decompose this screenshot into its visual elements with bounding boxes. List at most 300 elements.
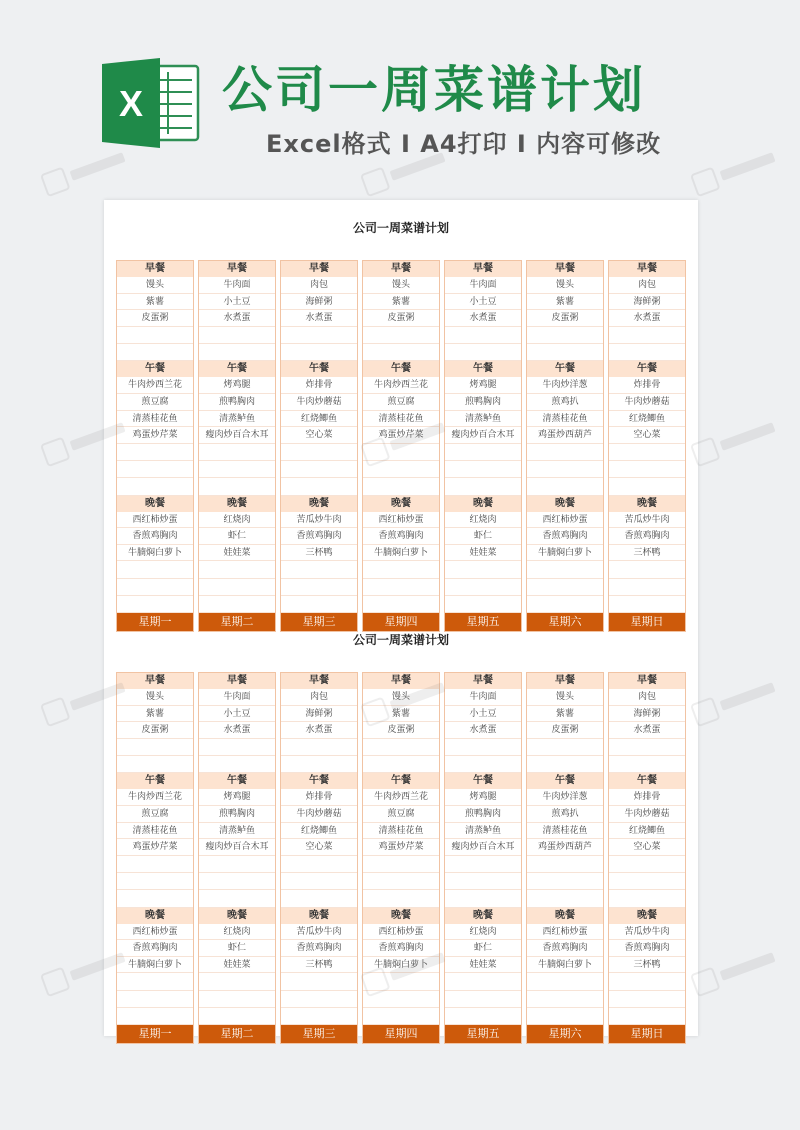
watermark-mark [686,406,784,474]
menu-block-2 [104,630,698,1040]
empty-row [117,856,193,873]
empty-row [609,561,685,578]
empty-rows [527,973,603,1025]
breakfast-header: 早餐 [445,261,521,277]
breakfast-header: 早餐 [281,261,357,277]
dish-item: 小土豆 [199,706,275,723]
dish-item: 紫薯 [363,706,439,723]
lunch-header: 午餐 [445,361,521,377]
dish-item: 西红柿炒蛋 [363,512,439,529]
dish-item: 瘦肉炒百合木耳 [445,427,521,444]
empty-rows [281,561,357,613]
dish-item: 清蒸鲈鱼 [445,411,521,428]
lunch-section [199,361,275,495]
dish-item: 烤鸡腿 [199,789,275,806]
empty-rows [609,444,685,496]
dish-item: 紫薯 [363,294,439,311]
empty-row [609,991,685,1008]
dish-item: 鸡蛋炒西葫芦 [527,427,603,444]
dish-item: 紫薯 [117,706,193,723]
empty-row [445,327,521,344]
day-column [444,260,522,632]
empty-row [117,973,193,990]
empty-rows [281,327,357,362]
empty-row [199,991,275,1008]
breakfast-section [445,261,521,361]
empty-row [527,327,603,344]
dish-item: 西红柿炒蛋 [527,512,603,529]
breakfast-header: 早餐 [199,261,275,277]
empty-row [445,991,521,1008]
dish-item: 鸡蛋炒芹菜 [363,427,439,444]
dish-item: 空心菜 [609,839,685,856]
empty-row [363,461,439,478]
dish-item: 香煎鸡胸肉 [281,528,357,545]
dish-item: 小土豆 [445,706,521,723]
dish-item: 西红柿炒蛋 [117,512,193,529]
dish-item: 馒头 [363,689,439,706]
dish-item: 馒头 [117,277,193,294]
dish-item: 三杯鸭 [609,957,685,974]
dish-item: 三杯鸭 [281,545,357,562]
dinner-header: 晚餐 [445,496,521,512]
dish-item: 水煮蛋 [609,310,685,327]
dinner-section [199,496,275,613]
dish-item: 清蒸桂花鱼 [527,411,603,428]
lunch-header: 午餐 [527,773,603,789]
dish-item: 红烧鲫鱼 [609,823,685,840]
dish-item: 清蒸桂花鱼 [527,823,603,840]
dish-item: 牛肉炒西兰花 [363,789,439,806]
dish-item: 牛肉炒洋葱 [527,789,603,806]
dish-item: 牛肉炒蘑菇 [609,806,685,823]
dish-item: 皮蛋粥 [527,722,603,739]
empty-row [281,973,357,990]
dish-item: 清蒸鲈鱼 [199,823,275,840]
dish-item: 西红柿炒蛋 [363,924,439,941]
empty-rows [445,561,521,613]
day-label: 星期二 [199,613,275,631]
dish-item: 煎豆腐 [117,394,193,411]
empty-row [609,327,685,344]
lunch-header: 午餐 [117,361,193,377]
menu-block-title: 公司一周菜谱计划 [352,221,449,235]
empty-rows [199,327,275,362]
dish-item: 炸排骨 [609,789,685,806]
empty-row [609,444,685,461]
dish-item: 空心菜 [281,839,357,856]
dish-item: 三杯鸭 [609,545,685,562]
lunch-section [117,361,193,495]
empty-rows [117,973,193,1025]
empty-row [117,873,193,890]
empty-row [527,596,603,613]
excel-logo-icon [102,58,200,148]
breakfast-section [609,261,685,361]
dinner-header: 晚餐 [445,908,521,924]
breakfast-section [363,673,439,773]
dish-item: 海鲜粥 [609,294,685,311]
empty-row [363,444,439,461]
dish-item: 煎鸭胸肉 [445,806,521,823]
empty-rows [281,444,357,496]
dish-item: 苦瓜炒牛肉 [281,512,357,529]
dish-item: 海鲜粥 [281,706,357,723]
dish-item: 香煎鸡胸肉 [527,940,603,957]
sheet-preview [104,200,698,1040]
dinner-section [281,908,357,1025]
empty-row [199,890,275,907]
empty-row [527,739,603,756]
empty-row [363,327,439,344]
dish-item: 牛肉炒西兰花 [363,377,439,394]
dinner-section [609,908,685,1025]
lunch-header: 午餐 [363,773,439,789]
dinner-header: 晚餐 [117,908,193,924]
empty-row [609,579,685,596]
dish-item: 牛腩焖白萝卜 [363,545,439,562]
dish-item: 牛肉炒蘑菇 [281,806,357,823]
dinner-header: 晚餐 [609,496,685,512]
lunch-section [281,361,357,495]
dinner-section [363,908,439,1025]
empty-row [445,461,521,478]
dish-item: 水煮蛋 [609,722,685,739]
empty-row [527,444,603,461]
dinner-header: 晚餐 [199,908,275,924]
lunch-header: 午餐 [117,773,193,789]
empty-row [527,344,603,361]
empty-row [199,327,275,344]
empty-row [281,561,357,578]
lunch-header: 午餐 [445,773,521,789]
empty-rows [527,856,603,908]
empty-row [363,873,439,890]
dish-item: 清蒸桂花鱼 [117,823,193,840]
lunch-section [199,773,275,907]
empty-row [281,873,357,890]
day-column [608,260,686,632]
dish-item: 清蒸鲈鱼 [445,823,521,840]
breakfast-header: 早餐 [609,261,685,277]
day-label: 星期三 [281,1025,357,1043]
empty-row [117,461,193,478]
empty-row [117,478,193,495]
lunch-header: 午餐 [527,361,603,377]
dish-item: 煎鸭胸肉 [445,394,521,411]
day-label: 星期一 [117,613,193,631]
empty-rows [445,739,521,774]
empty-row [363,756,439,773]
day-column [608,672,686,1044]
empty-row [527,756,603,773]
empty-rows [199,856,275,908]
breakfast-section [527,261,603,361]
empty-row [281,1008,357,1025]
empty-row [117,1008,193,1025]
breakfast-section [281,261,357,361]
dish-item: 瘦肉炒百合木耳 [199,427,275,444]
empty-rows [609,561,685,613]
empty-row [609,478,685,495]
dish-item: 红烧鲫鱼 [281,823,357,840]
empty-row [117,444,193,461]
empty-row [199,596,275,613]
dinner-header: 晚餐 [363,496,439,512]
empty-rows [199,973,275,1025]
empty-row [199,478,275,495]
empty-row [281,478,357,495]
empty-row [445,344,521,361]
dish-item: 炸排骨 [281,377,357,394]
breakfast-section [363,261,439,361]
dish-item: 水煮蛋 [281,722,357,739]
dish-item: 牛肉炒蘑菇 [609,394,685,411]
empty-row [609,873,685,890]
empty-rows [199,561,275,613]
empty-row [199,344,275,361]
dish-item: 娃娃菜 [199,957,275,974]
empty-row [281,890,357,907]
dish-item: 红烧肉 [445,512,521,529]
empty-rows [363,327,439,362]
empty-rows [445,856,521,908]
dish-item: 水煮蛋 [445,722,521,739]
empty-row [363,579,439,596]
empty-row [527,461,603,478]
breakfast-header: 早餐 [117,261,193,277]
empty-row [363,856,439,873]
day-label: 星期五 [445,613,521,631]
dish-item: 牛肉面 [445,277,521,294]
breakfast-section [199,673,275,773]
dish-item: 红烧肉 [199,924,275,941]
menu-block-title: 公司一周菜谱计划 [352,633,449,647]
empty-row [445,973,521,990]
dish-item: 牛腩焖白萝卜 [117,957,193,974]
page-subtitle: Excel格式 I A4打印 I 内容可修改 [266,130,662,158]
dish-item: 牛腩焖白萝卜 [527,545,603,562]
empty-rows [117,561,193,613]
dish-item: 娃娃菜 [199,545,275,562]
empty-row [281,344,357,361]
dish-item: 肉包 [609,689,685,706]
dish-item: 娃娃菜 [445,957,521,974]
empty-rows [281,973,357,1025]
dish-item: 煎豆腐 [363,394,439,411]
dish-item: 煎豆腐 [117,806,193,823]
lunch-header: 午餐 [609,773,685,789]
watermark-mark [686,666,784,734]
breakfast-header: 早餐 [199,673,275,689]
dish-item: 烤鸡腿 [445,377,521,394]
empty-rows [199,739,275,774]
breakfast-header: 早餐 [363,261,439,277]
day-label: 星期三 [281,613,357,631]
empty-row [609,756,685,773]
dinner-section [445,496,521,613]
dish-item: 馒头 [117,689,193,706]
breakfast-section [445,673,521,773]
empty-row [117,890,193,907]
breakfast-section [527,673,603,773]
empty-row [445,596,521,613]
dish-item: 香煎鸡胸肉 [281,940,357,957]
empty-rows [609,739,685,774]
day-label: 星期四 [363,1025,439,1043]
dinner-header: 晚餐 [281,908,357,924]
breakfast-header: 早餐 [117,673,193,689]
empty-rows [445,327,521,362]
lunch-section [363,361,439,495]
dish-item: 娃娃菜 [445,545,521,562]
empty-row [199,579,275,596]
dish-item: 香煎鸡胸肉 [527,528,603,545]
dish-item: 水煮蛋 [199,722,275,739]
dish-item: 空心菜 [281,427,357,444]
dinner-section [445,908,521,1025]
dish-item: 虾仁 [199,940,275,957]
dish-item: 香煎鸡胸肉 [609,528,685,545]
empty-row [445,478,521,495]
empty-row [117,739,193,756]
dish-item: 炸排骨 [281,789,357,806]
empty-row [609,596,685,613]
dish-item: 鸡蛋炒芹菜 [117,427,193,444]
empty-row [117,756,193,773]
dish-item: 牛肉面 [445,689,521,706]
dinner-header: 晚餐 [199,496,275,512]
dish-item: 清蒸桂花鱼 [117,411,193,428]
breakfast-section [199,261,275,361]
dish-item: 牛腩焖白萝卜 [527,957,603,974]
dish-item: 水煮蛋 [445,310,521,327]
empty-row [117,596,193,613]
dish-item: 紫薯 [527,706,603,723]
empty-row [281,327,357,344]
dish-item: 牛腩焖白萝卜 [363,957,439,974]
dinner-section [117,908,193,1025]
dish-item: 皮蛋粥 [117,722,193,739]
empty-row [527,890,603,907]
empty-rows [527,327,603,362]
empty-row [445,856,521,873]
dish-item: 香煎鸡胸肉 [363,528,439,545]
dish-item: 烤鸡腿 [199,377,275,394]
day-column [198,672,276,1044]
empty-row [445,444,521,461]
dish-item: 海鲜粥 [609,706,685,723]
day-label: 星期五 [445,1025,521,1043]
empty-rows [609,973,685,1025]
dinner-header: 晚餐 [281,496,357,512]
lunch-section [527,361,603,495]
empty-row [527,579,603,596]
dish-item: 烤鸡腿 [445,789,521,806]
dish-item: 西红柿炒蛋 [117,924,193,941]
dish-item: 紫薯 [527,294,603,311]
day-column [280,260,358,632]
dinner-header: 晚餐 [609,908,685,924]
empty-row [527,973,603,990]
empty-row [445,739,521,756]
breakfast-header: 早餐 [445,673,521,689]
lunch-header: 午餐 [281,773,357,789]
empty-row [527,873,603,890]
empty-rows [363,856,439,908]
dish-item: 煎豆腐 [363,806,439,823]
empty-rows [117,739,193,774]
empty-rows [609,327,685,362]
lunch-section [363,773,439,907]
empty-row [281,739,357,756]
empty-rows [527,444,603,496]
lunch-section [445,361,521,495]
dish-item: 苦瓜炒牛肉 [609,512,685,529]
empty-row [609,890,685,907]
dish-item: 苦瓜炒牛肉 [281,924,357,941]
empty-row [199,873,275,890]
dish-item: 紫薯 [117,294,193,311]
dish-item: 红烧鲫鱼 [281,411,357,428]
empty-row [117,991,193,1008]
day-label: 星期六 [527,613,603,631]
empty-row [527,991,603,1008]
empty-row [609,973,685,990]
lunch-section [609,361,685,495]
empty-row [609,461,685,478]
empty-row [445,873,521,890]
empty-rows [363,444,439,496]
lunch-header: 午餐 [363,361,439,377]
empty-row [445,561,521,578]
dish-item: 皮蛋粥 [117,310,193,327]
day-label: 星期一 [117,1025,193,1043]
empty-row [363,890,439,907]
empty-rows [445,973,521,1025]
dish-item: 馒头 [363,277,439,294]
empty-row [363,991,439,1008]
day-column [444,672,522,1044]
lunch-header: 午餐 [199,773,275,789]
empty-row [199,856,275,873]
empty-row [609,856,685,873]
empty-row [199,444,275,461]
breakfast-section [117,673,193,773]
dish-item: 清蒸桂花鱼 [363,823,439,840]
breakfast-section [117,261,193,361]
day-column [116,672,194,1044]
day-columns [116,260,686,632]
page-header [0,0,800,190]
breakfast-section [609,673,685,773]
empty-row [609,1008,685,1025]
empty-row [199,1008,275,1025]
empty-row [527,1008,603,1025]
dish-item: 牛肉炒西兰花 [117,377,193,394]
dish-item: 瘦肉炒百合木耳 [199,839,275,856]
dish-item: 清蒸鲈鱼 [199,411,275,428]
dish-item: 海鲜粥 [281,294,357,311]
breakfast-header: 早餐 [609,673,685,689]
dish-item: 鸡蛋炒西葫芦 [527,839,603,856]
empty-row [363,1008,439,1025]
breakfast-header: 早餐 [281,673,357,689]
lunch-section [117,773,193,907]
menu-block-1 [104,218,698,628]
dish-item: 鸡蛋炒芹菜 [363,839,439,856]
lunch-section [609,773,685,907]
